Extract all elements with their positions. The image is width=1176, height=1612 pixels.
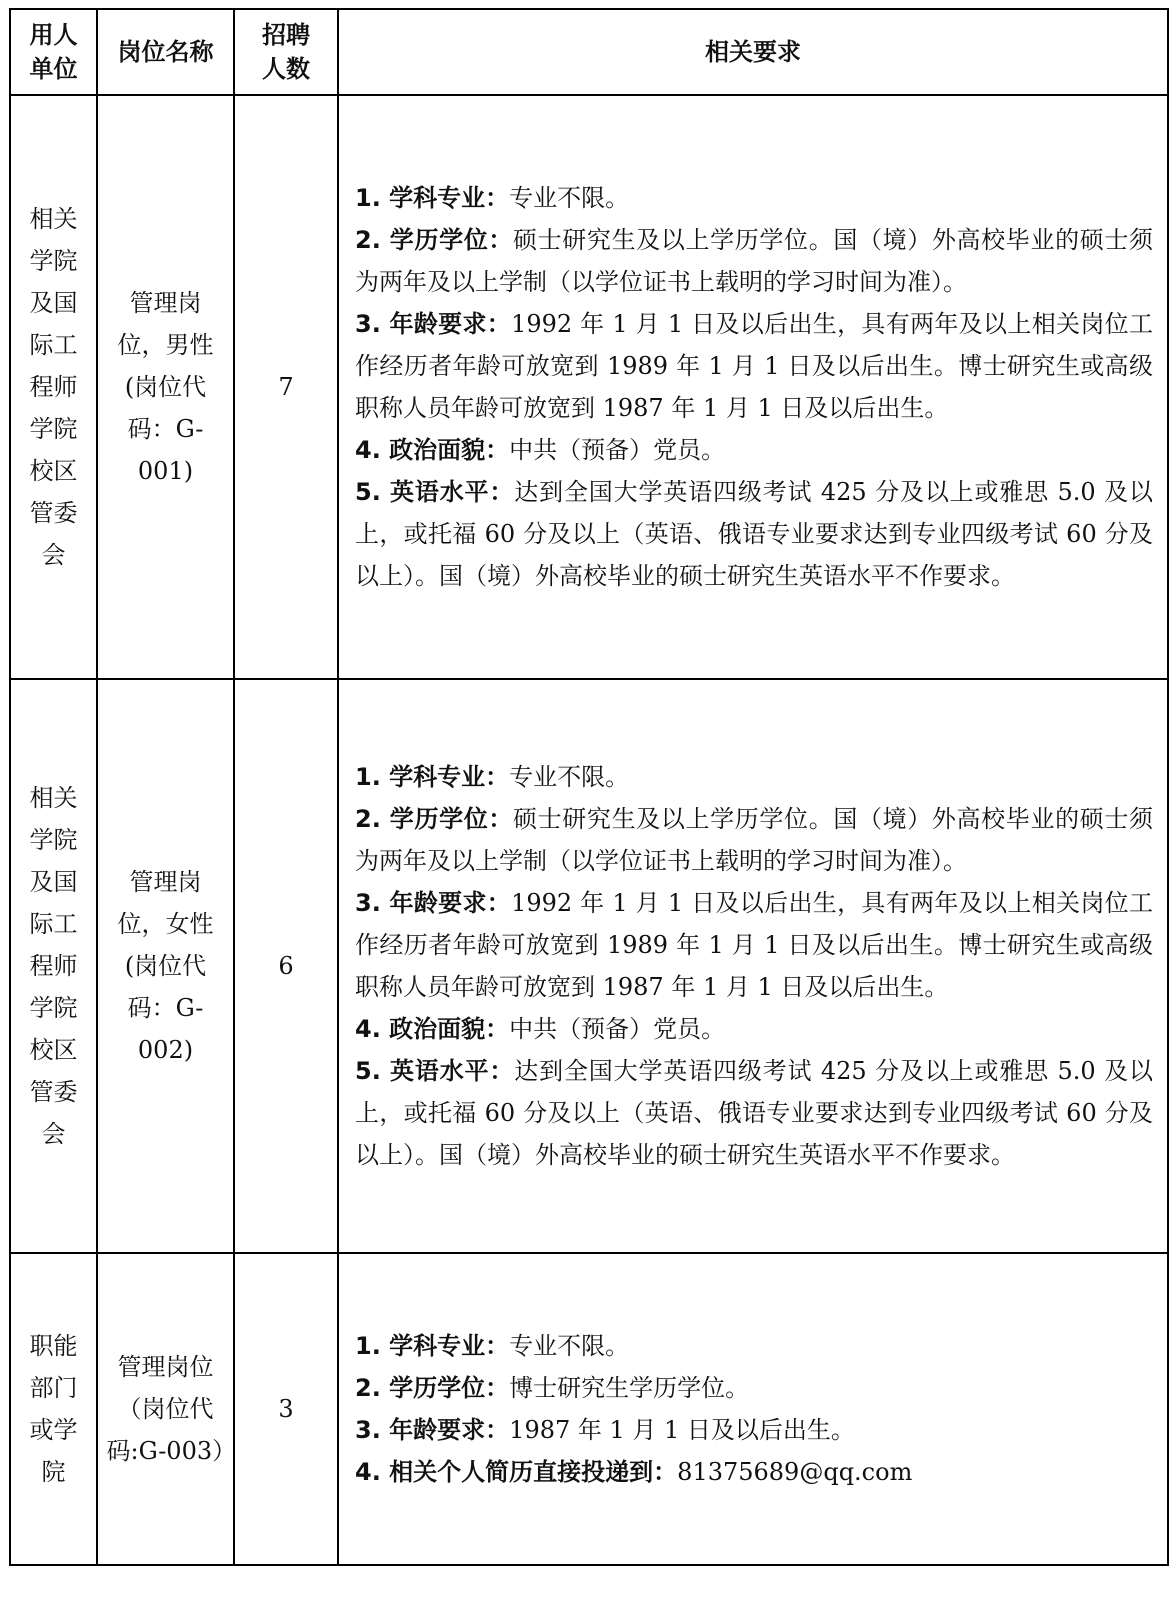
- requirement-item: 4. 政治面貌：中共（预备）党员。: [355, 436, 726, 464]
- requirement-item: 1. 学科专业：专业不限。: [355, 184, 630, 212]
- header-title: 岗位名称: [97, 9, 234, 95]
- header-requirements: 相关要求: [338, 9, 1168, 95]
- header-count: 招聘人数: [234, 9, 338, 95]
- cell-title: 管理岗位（岗位代码:G-003）: [97, 1253, 234, 1565]
- requirement-item: 3. 年龄要求：1987 年 1 月 1 日及以后出生。: [355, 1416, 855, 1444]
- cell-unit: 相关学院及国际工程师学院校区管委会: [10, 679, 97, 1253]
- table-row: [10, 679, 1168, 1253]
- requirement-item: 5. 英语水平：达到全国大学英语四级考试 425 分及以上或雅思 5.0 及以上，或托福 60 分及以上（英语、俄语专业要求达到专业四级考试 60 分及以上）。国（境）外高校毕业的硕士研究生英语水平不作要求。: [355, 478, 1154, 590]
- requirement-item: 2. 学历学位：硕士研究生及以上学历学位。国（境）外高校毕业的硕士须为两年及以上学制（以学位证书上载明的学习时间为准）。: [355, 226, 1154, 296]
- table-header-row: [10, 9, 1168, 95]
- cell-count: 3: [234, 1253, 338, 1565]
- requirement-item: 1. 学科专业：专业不限。: [355, 763, 630, 791]
- cell-unit: 相关学院及国际工程师学院校区管委会: [10, 95, 97, 679]
- requirement-item: 2. 学历学位：博士研究生学历学位。: [355, 1374, 750, 1402]
- header-unit: 用人单位: [10, 9, 97, 95]
- requirement-item: 2. 学历学位：硕士研究生及以上学历学位。国（境）外高校毕业的硕士须为两年及以上学制（以学位证书上载明的学习时间为准）。: [355, 805, 1154, 875]
- requirement-item: 5. 英语水平：达到全国大学英语四级考试 425 分及以上或雅思 5.0 及以上，或托福 60 分及以上（英语、俄语专业要求达到专业四级考试 60 分及以上）。国（境）外高校毕业的硕士研究生英语水平不作要求。: [355, 1057, 1154, 1169]
- requirement-item: 1. 学科专业：专业不限。: [355, 1332, 630, 1360]
- cell-requirements: [338, 95, 1168, 679]
- requirement-item: 4. 相关个人简历直接投递到：81375689@qq.com: [355, 1458, 913, 1486]
- requirement-item: 3. 年龄要求：1992 年 1 月 1 日及以后出生，具有两年及以上相关岗位工作经历者年龄可放宽到 1989 年 1 月 1 日及以后出生。博士研究生或高级职称人员年龄可放宽到 1987 年 1 月 1 日及以后出生。: [355, 889, 1154, 1001]
- cell-count: 6: [234, 679, 338, 1253]
- cell-count: 7: [234, 95, 338, 679]
- cell-requirements: [338, 679, 1168, 1253]
- table-row: [10, 95, 1168, 679]
- requirement-item: 4. 政治面貌：中共（预备）党员。: [355, 1015, 726, 1043]
- recruitment-table: [9, 8, 1169, 1566]
- cell-title: 管理岗位，男性(岗位代码：G-001): [97, 95, 234, 679]
- cell-unit: 职能部门或学院: [10, 1253, 97, 1565]
- table-row: [10, 1253, 1168, 1565]
- cell-title: 管理岗位，女性(岗位代码：G-002): [97, 679, 234, 1253]
- requirement-item: 3. 年龄要求：1992 年 1 月 1 日及以后出生，具有两年及以上相关岗位工作经历者年龄可放宽到 1989 年 1 月 1 日及以后出生。博士研究生或高级职称人员年龄可放宽到 1987 年 1 月 1 日及以后出生。: [355, 310, 1154, 422]
- cell-requirements: [338, 1253, 1168, 1565]
